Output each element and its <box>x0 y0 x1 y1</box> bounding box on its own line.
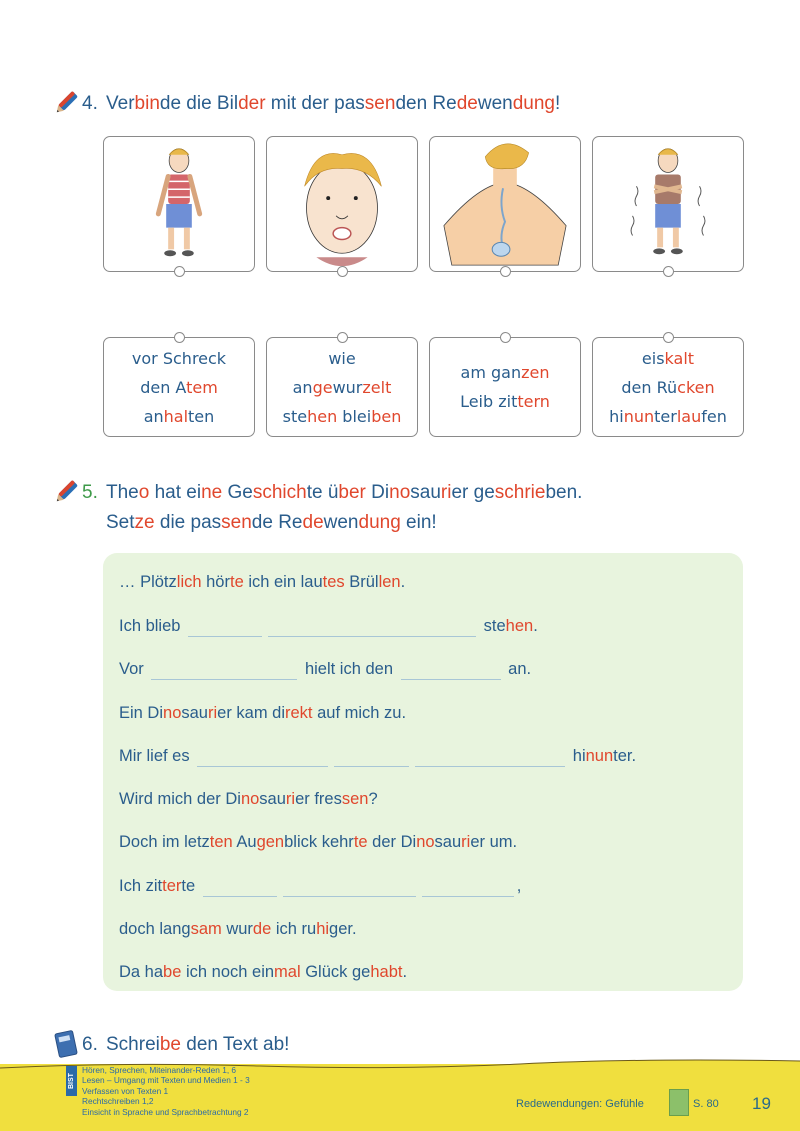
syllable: mit der pas <box>265 93 365 114</box>
syllable: fen <box>701 406 727 426</box>
picture-card-boy-shivering[interactable] <box>592 136 744 272</box>
syllable: er ge <box>451 482 495 503</box>
syllable: de die Bil <box>159 93 239 114</box>
connector-dot[interactable] <box>174 332 185 343</box>
syllable: wen <box>323 512 359 533</box>
syllable: tem <box>186 377 218 397</box>
picture-card-boy-face[interactable] <box>266 136 418 272</box>
syllable: auf mich zu. <box>312 704 407 722</box>
picture-card-back-shiver[interactable] <box>429 136 581 272</box>
task-6-instruction <box>106 1030 289 1060</box>
syllable: Di <box>365 482 390 503</box>
answer-blank[interactable] <box>151 664 297 680</box>
connector-dot[interactable] <box>663 266 674 277</box>
answer-blank[interactable] <box>334 751 409 767</box>
syllable: den A <box>140 377 187 397</box>
phrase-line <box>283 402 402 431</box>
syllable: . <box>402 963 408 981</box>
standard-item: Einsicht in Sprache und Sprachbetrachtung 2 <box>82 1106 249 1117</box>
answer-blank[interactable] <box>268 621 476 637</box>
phrase-line <box>621 373 714 402</box>
phrase-line <box>460 387 550 416</box>
syllable: gen <box>256 833 285 851</box>
phrase-line <box>609 402 727 431</box>
syllable: er kam di <box>217 704 286 722</box>
syllable: er fres <box>295 790 342 808</box>
connector-dot[interactable] <box>500 266 511 277</box>
syllable: wie <box>328 348 356 368</box>
standard-item: Hören, Sprechen, Miteinander-Reden 1, 6 <box>82 1065 237 1075</box>
syllable: hat ei <box>149 482 202 503</box>
syllable: sau <box>410 482 441 503</box>
task-5-instruction <box>106 478 582 538</box>
syllable: rekt <box>285 704 313 722</box>
connector-dot[interactable] <box>663 332 674 343</box>
syllable: no <box>163 704 182 722</box>
syllable: hen <box>307 406 338 426</box>
syllable: wen <box>477 93 513 114</box>
connector-dot[interactable] <box>500 332 511 343</box>
syllable: den Re <box>395 93 457 114</box>
syllable: dung <box>512 93 555 114</box>
syllable: Glück ge <box>300 963 371 981</box>
picture-card-boy-standing[interactable] <box>103 136 255 272</box>
syllable: hi <box>609 406 624 426</box>
syllable: zelt <box>362 377 392 397</box>
phrase-line <box>132 344 226 373</box>
answer-blank[interactable] <box>283 881 416 897</box>
story-line <box>119 875 521 897</box>
syllable: ! <box>555 93 561 114</box>
syllable: ich ein lau <box>243 573 323 591</box>
standard-item: Rechtschreiben 1,2 <box>82 1096 154 1107</box>
phrase-line <box>328 344 355 373</box>
answer-blank[interactable] <box>415 751 565 767</box>
story-fill-in-box <box>103 553 743 991</box>
answer-blank[interactable] <box>401 664 501 680</box>
syllable: hi <box>568 747 586 765</box>
syllable: ste <box>282 406 308 426</box>
syllable: tern <box>517 392 550 411</box>
syllable: ? <box>368 790 378 808</box>
phrase-cards <box>103 337 744 437</box>
syllable: schrie <box>494 482 546 503</box>
syllable: Mir lief es <box>119 747 195 765</box>
story-line <box>119 702 406 724</box>
syllable: … Plötz <box>119 573 177 591</box>
task-4-header <box>52 89 560 119</box>
pencil-icon <box>52 478 80 506</box>
syllable: mal <box>274 963 301 981</box>
syllable: sau <box>181 704 208 722</box>
syllable: ri <box>207 704 218 722</box>
syllable: Da ha <box>119 963 164 981</box>
story-line <box>119 615 538 637</box>
syllable: o <box>138 482 150 503</box>
connector-dot[interactable] <box>174 266 185 277</box>
standard-item: Verfassen von Texten 1 <box>82 1085 169 1096</box>
phrase-card-3[interactable] <box>429 337 581 437</box>
bist-tag: BIST <box>66 1066 77 1096</box>
syllable: te ü <box>306 482 339 503</box>
syllable: sen <box>341 790 369 808</box>
syllable: no <box>389 482 411 503</box>
phrase-line <box>144 402 215 431</box>
task-5-header <box>52 478 582 538</box>
syllable: ten <box>188 406 215 426</box>
syllable: dung <box>358 512 401 533</box>
connector-dot[interactable] <box>337 266 348 277</box>
syllable: ich ru <box>271 920 317 938</box>
syllable: ter <box>654 406 677 426</box>
story-line <box>119 658 531 680</box>
syllable: ne <box>201 482 223 503</box>
standard-item: Lesen – Umgang mit Texten und Medien 1 - 3 <box>82 1075 250 1086</box>
syllable: wur <box>332 377 363 397</box>
syllable: wur <box>221 920 253 938</box>
syllable: lau <box>676 406 702 426</box>
story-line <box>119 788 378 810</box>
syllable: den Rü <box>621 377 678 397</box>
syllable: er um. <box>470 833 518 851</box>
syllable: ze <box>134 512 155 533</box>
syllable: habt <box>370 963 403 981</box>
syllable: Au <box>232 833 257 851</box>
syllable: Set <box>106 512 135 533</box>
syllable: ge <box>312 377 333 397</box>
syllable: len <box>378 573 401 591</box>
syllable: ich noch ein <box>181 963 275 981</box>
syllable: ri <box>285 790 296 808</box>
syllable: der <box>238 93 266 114</box>
picture-cards <box>103 136 744 272</box>
syllable: . <box>400 573 406 591</box>
syllable: lich <box>176 573 202 591</box>
syllable: ben <box>371 406 402 426</box>
syllable: ter. <box>613 747 637 765</box>
syllable: tes <box>322 573 345 591</box>
phrase-card-2[interactable] <box>266 337 418 437</box>
syllable: te <box>181 877 200 895</box>
story-line <box>119 918 357 940</box>
syllable: an <box>143 406 164 426</box>
syllable: sen <box>221 512 252 533</box>
instruction-line <box>106 89 560 119</box>
syllable: hen <box>505 617 534 635</box>
pencil-icon <box>52 89 80 117</box>
footer-page-reference[interactable]: S. 80 <box>693 1098 719 1110</box>
syllable: de <box>302 512 324 533</box>
notebook-icon <box>52 1030 80 1058</box>
syllable: no <box>240 790 260 808</box>
boy-standing-illustration <box>104 137 254 271</box>
syllable: ten <box>209 833 233 851</box>
instruction-line <box>106 508 582 538</box>
syllable: zen <box>521 363 550 382</box>
syllable: an. <box>503 660 532 678</box>
syllable: be <box>159 1034 181 1055</box>
task-6-header <box>52 1030 289 1060</box>
syllable: ri <box>440 482 452 503</box>
syllable: bin <box>134 93 160 114</box>
syllable: der Di <box>367 833 417 851</box>
syllable: ter <box>162 877 182 895</box>
syllable: doch lang <box>119 920 191 938</box>
syllable: kalt <box>664 348 695 368</box>
syllable: cken <box>677 377 715 397</box>
syllable: sen <box>364 93 396 114</box>
syllable: Ver <box>106 93 135 114</box>
syllable: Wird mich der Di <box>119 790 241 808</box>
phrase-card-1[interactable] <box>103 337 255 437</box>
phrase-line <box>293 373 392 402</box>
syllable: ste <box>479 617 506 635</box>
phrase-line <box>642 344 694 373</box>
footer-topic: Redewendungen: Gefühle <box>516 1098 644 1110</box>
syllable: hielt ich den <box>300 660 398 678</box>
answer-blank[interactable] <box>422 881 514 897</box>
syllable: nun <box>585 747 614 765</box>
syllable: Vor <box>119 660 149 678</box>
boy-face-illustration <box>267 137 417 271</box>
task-number: 6. <box>82 1034 98 1055</box>
phrase-line <box>140 373 218 402</box>
task-4-instruction <box>106 89 560 119</box>
syllable: de <box>252 920 272 938</box>
syllable: Schrei <box>106 1034 160 1055</box>
phrase-card-4[interactable] <box>592 337 744 437</box>
instruction-line <box>106 1030 289 1060</box>
story-line <box>119 745 636 767</box>
syllable: hi <box>316 920 330 938</box>
answer-blank[interactable] <box>188 621 262 637</box>
syllable: den Text ab! <box>181 1034 290 1055</box>
syllable: sam <box>190 920 222 938</box>
syllable: sau <box>259 790 286 808</box>
syllable: eis <box>641 348 665 368</box>
instruction-line <box>106 478 582 508</box>
story-line <box>119 831 517 853</box>
syllable: die pas <box>154 512 222 533</box>
syllable: . <box>533 617 538 635</box>
syllable: Brül <box>344 573 379 591</box>
syllable: Ge <box>222 482 253 503</box>
syllable: Ich blieb <box>119 617 186 635</box>
story-line <box>119 571 405 593</box>
workbook-reference-icon <box>669 1089 689 1116</box>
boy-shivering-illustration <box>593 137 743 271</box>
syllable: de <box>456 93 478 114</box>
syllable: schich <box>252 482 307 503</box>
task-number: 5. <box>82 482 98 503</box>
syllable: Ich zit <box>119 877 163 895</box>
syllable: vor Schreck <box>131 348 227 368</box>
story-line <box>119 961 407 983</box>
syllable: hal <box>163 406 189 426</box>
back-cold-illustration <box>430 137 580 271</box>
syllable: te <box>229 573 244 591</box>
syllable: ben. <box>545 482 583 503</box>
syllable: The <box>106 482 139 503</box>
syllable: Leib zit <box>460 392 518 411</box>
syllable: blick kehr <box>284 833 354 851</box>
page-number: 19 <box>752 1094 771 1113</box>
syllable: ber <box>338 482 366 503</box>
answer-blank[interactable] <box>203 881 277 897</box>
connector-dot[interactable] <box>337 332 348 343</box>
task-number: 4. <box>82 93 98 114</box>
syllable: ein! <box>400 512 437 533</box>
syllable: Ein Di <box>119 704 164 722</box>
syllable: Doch im letz <box>119 833 210 851</box>
syllable: de Re <box>251 512 303 533</box>
syllable: sau <box>434 833 462 851</box>
syllable: am gan <box>460 363 522 382</box>
syllable: te <box>353 833 368 851</box>
syllable: hör <box>201 573 230 591</box>
syllable: nun <box>623 406 655 426</box>
phrase-line <box>461 358 550 387</box>
syllable: an <box>292 377 313 397</box>
standards-list <box>82 1065 250 1117</box>
syllable: no <box>416 833 435 851</box>
syllable: , <box>516 877 522 895</box>
answer-blank[interactable] <box>197 751 328 767</box>
syllable: ger. <box>329 920 357 938</box>
syllable: be <box>163 963 182 981</box>
syllable: ri <box>461 833 471 851</box>
syllable: blei <box>337 406 372 426</box>
